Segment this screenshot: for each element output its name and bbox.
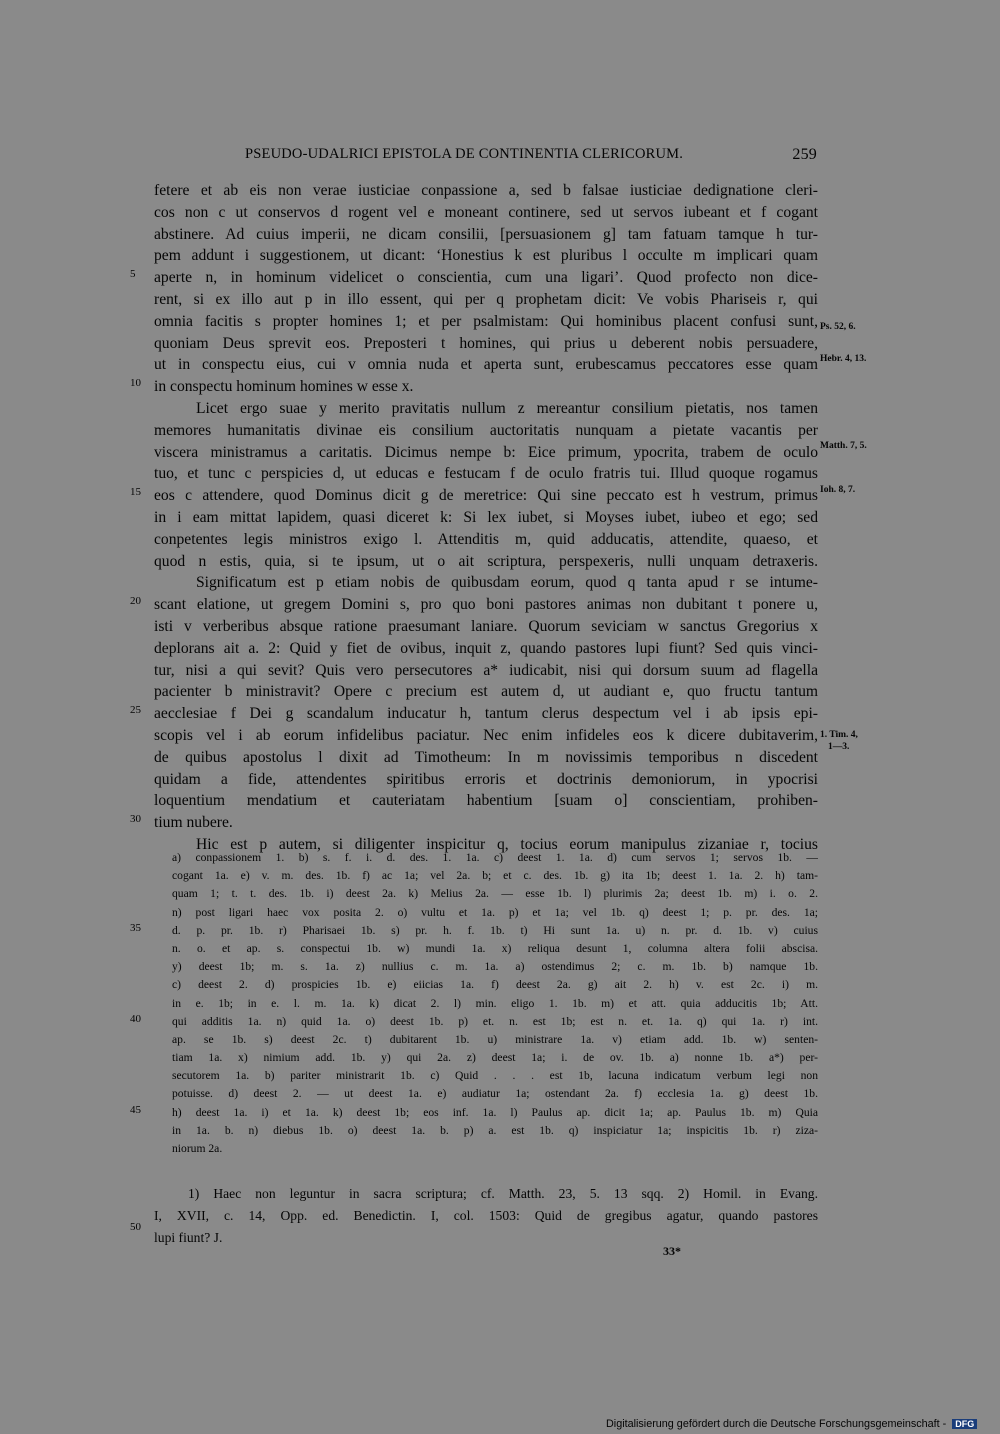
line-number: 5 xyxy=(130,268,136,280)
footnotes xyxy=(154,1183,818,1249)
apparatus-line: secutorem 1a. b) pariter ministrarit 1b. c) Quid . . . est 1b, lacuna indicatum verbum legi non xyxy=(172,1069,818,1083)
text-line: deplorans ait a. 2: Quid y fiet de ovibus, inquit z, quando pastores lupi fiunt? Sed quis vinci- xyxy=(154,639,818,657)
text-line: quod n estis, quia, si te ipsum, ut o ait scriptura, perspexeris, nulli unquam detraxeris. xyxy=(154,552,818,570)
digitization-credit xyxy=(606,1418,977,1434)
text-line: tur, nisi a qui sevit? Quis vero persecutores a* iudicabit, nisi qui dorsum suum ad flagella xyxy=(154,661,818,679)
apparatus-line: y) deest 1b; m. s. 1a. z) nullius c. m. 1a. a) ostendimus 2; c. m. 1b. b) namque 1b. xyxy=(172,960,818,974)
apparatus-line: quam 1; t. t. des. 1b. i) deest 2a. k) Melius 2a. — esse 1b. l) plurimis 2a; deest 1b. m) i. o. 2. xyxy=(172,887,818,901)
footnote-line: lupi fiunt? J. xyxy=(154,1230,223,1245)
dfg-logo: DFG xyxy=(952,1419,977,1429)
line-number: 35 xyxy=(130,922,141,934)
apparatus-line: in 1a. b. n) diebus 1b. o) deest 1a. b. p) a. est 1b. q) inspiciatur 1a; inspicitis 1b. r) ziza- xyxy=(172,1123,818,1137)
apparatus-line: c) deest 2. d) prospicies 1b. e) eiicias 1a. f) deest 2a. g) ait 2. h) v. est 2c. i) m. xyxy=(172,978,818,992)
text-line: abstinere. Ad cuius imperii, ne dicam consilii, [persuasionem g] tam fatuam tamque h tur- xyxy=(154,225,818,243)
text-line: memores humanitatis divinae eis consilium auctoritatis nunquam a pietate vacantis per xyxy=(154,421,818,439)
margin-reference: 1—3. xyxy=(828,742,850,752)
apparatus-line: qui additis 1a. n) quid 1a. o) deest 1b. p) et. n. est 1b; est n. et. 1a. q) qui 1a. r) int. xyxy=(172,1014,818,1028)
line-number: 45 xyxy=(130,1104,141,1116)
line-number: 40 xyxy=(130,1013,141,1025)
apparatus-line: potuisse. d) deest 2. — ut deest 1a. e) audiatur 1a; ostendant 2a. f) ecclesia 1a. g) deest 1b. xyxy=(172,1087,818,1101)
apparatus-line: niorum 2a. xyxy=(172,1142,223,1155)
running-header xyxy=(245,146,817,166)
text-line: pem addunt i suggestionem, ut dicant: ‘Honestius k est pluribus l occulte m implicari quam xyxy=(154,247,818,265)
line-number: 25 xyxy=(130,704,141,716)
text-line: fetere et ab eis non verae iusticiae conpassione a, sed b falsae iusticiae dedignatione cleri- xyxy=(154,182,818,199)
apparatus-line: n) post ligari haec vox posita 2. o) vultu et 1a. p) et 1a; vel 1b. q) deest 1; p. pr. des. 1a; xyxy=(172,905,818,919)
apparatus-line: n. o. et ap. s. conspectui 1b. w) mundi 1a. x) reliqua desunt 1, columna altera folii abscisa. xyxy=(172,941,818,955)
text-line: isti v verberibus absque ratione praesumant laniare. Quorum seviciam w sanctus Gregorius x xyxy=(154,617,818,635)
line-number: 15 xyxy=(130,486,141,498)
text-line: quidam a fide, attendentes spiritibus erroris et doctrinis demoniorum, in ypocrisi xyxy=(154,770,818,788)
text-line: omnia facitis s propter homines 1; et per psalmistam: Qui hominibus placent confusi sunt, xyxy=(154,312,818,330)
text-line: de quibus apostolus l dixit ad Timotheum: In m novissimis temporibus n discedent xyxy=(154,748,818,766)
margin-reference: Hebr. 4, 13. xyxy=(820,354,867,364)
apparatus-line: ap. se 1b. s) deest 2c. t) dubitarent 1b. u) ministrare 1a. v) etiam add. 1b. w) senten- xyxy=(172,1032,818,1046)
page-number: 259 xyxy=(792,146,817,163)
footnote-line: 1) Haec non leguntur in sacra scriptura; cf. Matth. 23, 5. 13 sqq. 2) Homil. in Evang. xyxy=(188,1186,818,1201)
margin-reference: Ps. 52, 6. xyxy=(820,322,856,332)
text-line: rent, si ex illo aut p in illo essent, qui per q prophetam dicit: Ve vobis Phariseis r, qui xyxy=(154,290,818,308)
text-line: ut in conspectu eius, cui v omnia nuda et aperta sunt, erubescamus peccatores esse quam xyxy=(154,356,818,374)
text-line: in i eam mittat lapidem, quasi diceret k: Si lex iubet, si Moyses iubet, iubeo et ego; sed xyxy=(154,508,818,526)
text-line: cos non c ut conservos d rogent vel e moneant continere, sed ut servos iubeant et f cogant xyxy=(154,203,818,221)
margin-reference: Matth. 7, 5. xyxy=(820,441,867,451)
apparatus-line: a) conpassionem 1. b) s. f. i. d. des. 1. 1a. c) deest 1. 1a. d) cum servos 1; servos 1b. — xyxy=(172,851,818,864)
text-line: aperte n, in hominum videlicet o conscientia, cum una ligari’. Quod profecto non dice- xyxy=(154,269,818,287)
main-text xyxy=(154,180,818,856)
apparatus-line: in e. 1b; in e. l. m. 1a. k) dicat 2. l) min. eligo 1. 1b. m) et att. quia adducitis 1b; Att. xyxy=(172,996,818,1010)
text-line: conpetentes legis ministros exigo l. Attenditis m, quid adducatis, attendite, quaeso, et xyxy=(154,530,818,548)
signature-mark: 33* xyxy=(663,1244,681,1258)
text-line: in conspectu hominum homines w esse x. xyxy=(154,378,414,396)
apparatus-line: tiam 1a. x) nimium add. 1b. y) qui 2a. z) deest 1a; i. de ov. 1b. a) nonne 1b. a*) per- xyxy=(172,1051,818,1065)
margin-reference: Ioh. 8, 7. xyxy=(820,485,856,495)
variant-apparatus xyxy=(172,849,818,1158)
text-line: viscera ministramus a caritatis. Dicimus nempe b: Eice primum, ypocrita, trabem de oculo xyxy=(154,443,818,461)
apparatus-line: h) deest 1a. i) et 1a. k) deest 1b; eos inf. 1a. l) Paulus ap. dicit 1a; ap. Paulus 1b. m) Quia xyxy=(172,1105,818,1119)
text-line: eos c attendere, quod Dominus dicit g de meretrice: Qui sine peccato est h vestrum, primus xyxy=(154,487,818,505)
text-line: scopis vel i ab eorum infidelibus paciatur. Nec enim infideles eos k dicere dubitaverim, xyxy=(154,726,818,744)
line-number: 50 xyxy=(130,1221,141,1233)
text-line: Hic est p autem, si diligenter inspicitur q, tocius eorum manipulus zizaniae r, tocius xyxy=(196,835,818,853)
footnote-line: I, XVII, c. 14, Opp. ed. Benedictin. I, col. 1503: Quid de gregibus agatur, quando pastores xyxy=(154,1208,818,1223)
text-line: aecclesiae f Dei g scandalum inducatur h, tantum clerus despectum vel i ab ipsis epi- xyxy=(154,705,818,723)
margin-reference: 1. Tim. 4, xyxy=(820,730,858,740)
text-line: pacienter b ministravit? Opere c precium est autem d, ut audiant e, quo fructu tantum xyxy=(154,683,818,701)
text-line: Significatum est p etiam nobis de quibusdam eorum, quod q tanta apud r se intume- xyxy=(196,574,818,592)
text-line: tium nubere. xyxy=(154,814,233,832)
text-line: tuo, et tunc c perspicies d, ut educas e festucam f de oculo fratris tui. Illud quoque rogamus xyxy=(154,465,818,483)
line-number: 30 xyxy=(130,813,141,825)
apparatus-line: cogant 1a. e) v. m. des. 1b. f) ac 1a; vel 2a. b; et c. des. 1b. g) ita 1b; deest 1. 1a. 2. h) tam- xyxy=(172,869,818,883)
text-line: loquentium mendatium et cauteriatam habentium [suam o] conscientiam, prohiben- xyxy=(154,792,818,810)
apparatus-line: d. p. pr. 1b. r) Pharisaei 1b. s) pr. h. f. 1b. t) Hi sunt 1a. u) n. pr. d. 1b. v) cuius xyxy=(172,923,818,937)
line-number: 20 xyxy=(130,595,141,607)
line-number: 10 xyxy=(130,377,141,389)
text-line: Licet ergo suae y merito pravitatis nullum z mereantur consilium pietatis, nos tamen xyxy=(196,399,818,417)
running-title: PSEUDO-UDALRICI EPISTOLA DE CONTINENTIA CLERICORUM. xyxy=(245,146,684,162)
text-line: quoniam Deus sprevit eos. Preposteri t homines, qui prius u deberent nobis persuadere, xyxy=(154,334,818,352)
credit-text: Digitalisierung gefördert durch die Deutsche Forschungsgemeinschaft - xyxy=(606,1418,947,1430)
text-line: scant elatione, ut gregem Domini s, pro quo boni pastores animas non dubitant t ponere u, xyxy=(154,596,818,614)
